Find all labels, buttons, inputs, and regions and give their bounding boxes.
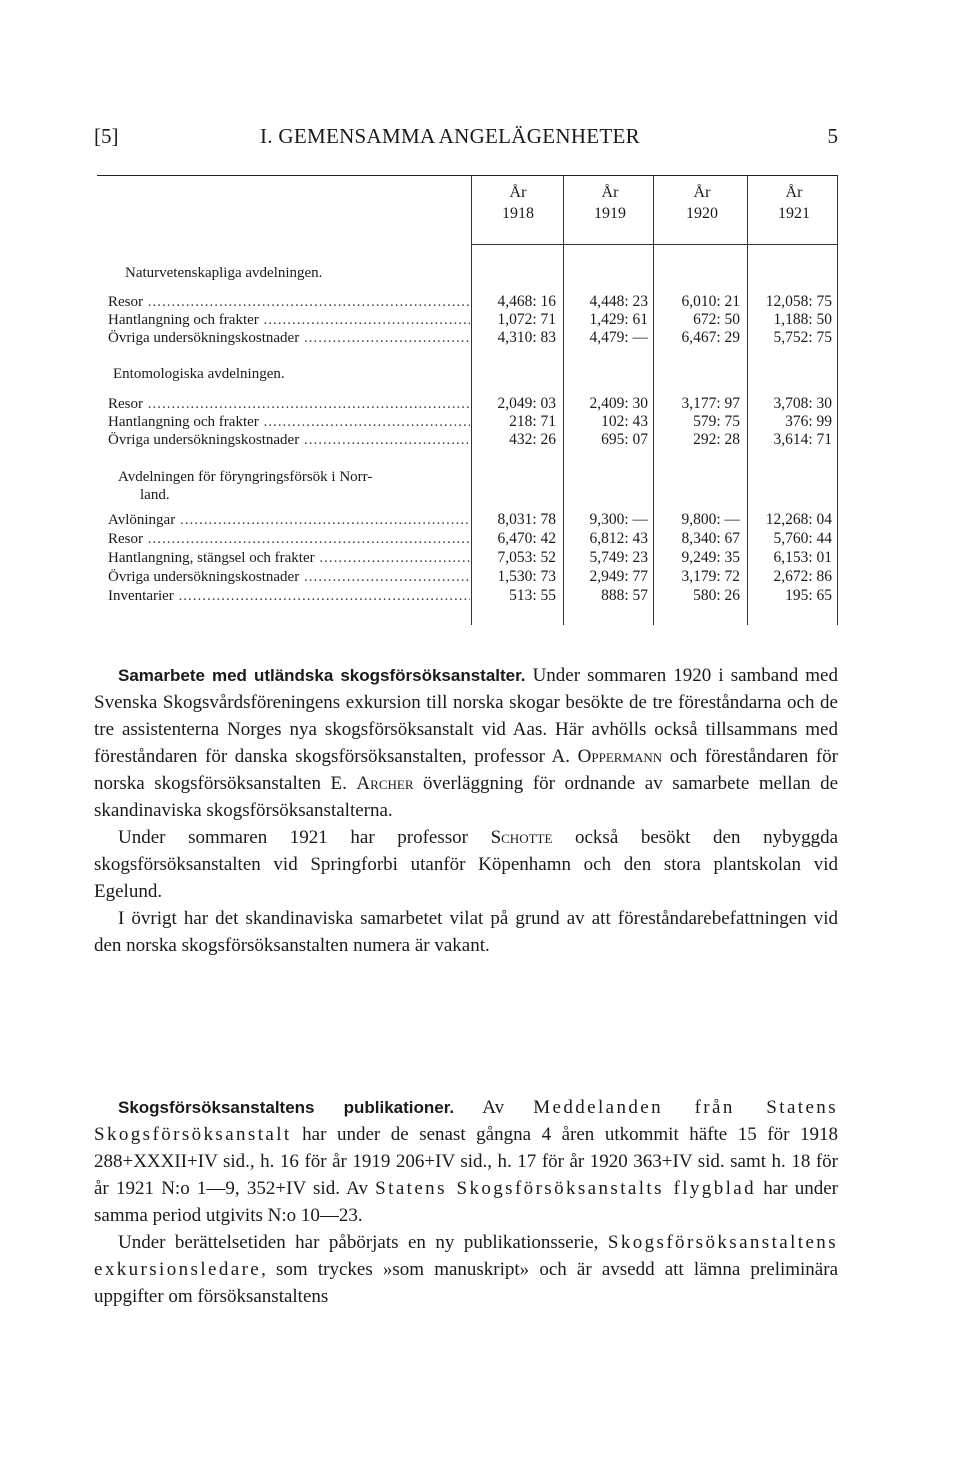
- cell-1920: 292: 28: [693, 431, 740, 448]
- cell-1919: 695: 07: [601, 431, 648, 448]
- text-run: har under samma period utgivits N:o 10—23.: [94, 1178, 838, 1226]
- cell-1920: 3,179: 72: [681, 568, 740, 585]
- row-label: Resor .....: [108, 395, 470, 413]
- text-run: Under sommaren 1921 har professor: [118, 827, 491, 848]
- cell-1918: 1,072: 71: [497, 311, 556, 328]
- cell-1921: 1,188: 50: [773, 311, 832, 328]
- cell-1921: 5,752: 75: [773, 329, 832, 346]
- year-word: År: [693, 184, 711, 201]
- text-run: överläggning för ordnande av samarbete mellan de skandinaviska skogsförsöksanstalterna.: [94, 773, 838, 821]
- paragraph-heading: Samarbete med utländska skogsförsöksanstalter.: [118, 666, 526, 685]
- cell-1918: 2,049: 03: [497, 395, 556, 412]
- year-word: År: [785, 184, 803, 201]
- table-row: [97, 549, 838, 567]
- cell-1918: 7,053: 52: [497, 549, 556, 566]
- text-run: och föreståndaren för norska skogsförsöksanstalten E.: [94, 746, 838, 794]
- paragraph: [94, 662, 838, 824]
- cell-1920: 8,340: 67: [681, 530, 740, 547]
- table-row: [97, 530, 838, 548]
- cell-1919: 102: 43: [601, 413, 648, 430]
- header-rule: [471, 244, 837, 245]
- row-label: Hantlangning, stängsel och frakter .....: [108, 549, 470, 567]
- cell-1918: 8,031: 78: [497, 511, 556, 528]
- year-value: 1921: [778, 205, 810, 222]
- cell-1921: 2,672: 86: [773, 568, 832, 585]
- cell-1919: 5,749: 23: [589, 549, 648, 566]
- section-title-continuation: land.: [140, 487, 170, 503]
- cell-1918: 1,530: 73: [497, 568, 556, 585]
- cell-1918: 513: 55: [509, 587, 556, 604]
- cell-1921: 12,058: 75: [765, 293, 832, 310]
- year-header-1918: [473, 182, 563, 224]
- section-title: Naturvetenskapliga avdelningen.: [125, 265, 323, 281]
- row-label: Hantlangning och frakter .....: [108, 413, 470, 431]
- spaced-title: Statens Skogsförsöksanstalts flygblad: [375, 1178, 757, 1199]
- spaced-title: Skogsförsöksanstaltens exkursionsledare: [94, 1232, 838, 1280]
- cell-1918: 6,470: 42: [497, 530, 556, 547]
- paragraph: [94, 905, 838, 959]
- row-label: Övriga undersökningskostnader .....: [108, 431, 470, 449]
- cell-1921: 12,268: 04: [765, 511, 832, 528]
- year-value: 1920: [686, 205, 718, 222]
- cell-1920: 580: 26: [693, 587, 740, 604]
- page-number: 5: [827, 124, 838, 148]
- cell-1919: 9,300: —: [589, 511, 648, 528]
- cell-1920: 6,467: 29: [681, 329, 740, 346]
- cell-1919: 2,949: 77: [589, 568, 648, 585]
- text-run: I övrigt har det skandinaviska samarbetet vilat på grund av att föreståndarebefattningen vid den norska skogsförsöksanstalten numera är vakant.: [94, 908, 838, 956]
- row-label: Hantlangning och frakter .....: [108, 311, 470, 329]
- year-value: 1918: [502, 205, 534, 222]
- text-run: också besökt den nybyggda skogsförsöksanstalten vid Springforbi utanför Köpenhamn och den stora plantskolan vid Egelund.: [94, 827, 839, 902]
- cell-1918: 4,468: 16: [497, 293, 556, 310]
- row-label: Övriga undersökningskostnader .....: [108, 329, 470, 347]
- year-header-1921: [749, 182, 839, 224]
- section-title: Avdelningen för föryngringsförsök i Norr-: [118, 469, 373, 485]
- table-row: [97, 311, 838, 329]
- row-label: Övriga undersökningskostnader .....: [108, 568, 470, 586]
- year-header-1919: [565, 182, 655, 224]
- table-row: [97, 511, 838, 529]
- row-label: Resor .....: [108, 293, 470, 311]
- person-name: Archer: [356, 773, 414, 794]
- year-header-1920: [657, 182, 747, 224]
- table-row: [97, 293, 838, 311]
- cell-1921: 6,153: 01: [773, 549, 832, 566]
- year-value: 1919: [594, 205, 626, 222]
- cell-1921: 3,614: 71: [773, 431, 832, 448]
- cell-1918: 218: 71: [509, 413, 556, 430]
- row-label: Avlöningar .....: [108, 511, 470, 529]
- cell-1921: 195: 65: [785, 587, 832, 604]
- cell-1920: 672: 50: [693, 311, 740, 328]
- cell-1919: 4,448: 23: [589, 293, 648, 310]
- cell-1918: 4,310: 83: [497, 329, 556, 346]
- cell-1920: 579: 75: [693, 413, 740, 430]
- body-section-samarbete: [94, 662, 838, 959]
- table-row: [97, 431, 838, 449]
- table-row: [97, 587, 838, 605]
- chapter-title: I. GEMENSAMMA ANGELÄGENHETER: [260, 124, 640, 148]
- cell-1919: 4,479: —: [589, 329, 648, 346]
- section-title: Entomologiska avdelningen.: [113, 366, 285, 382]
- table-row: [97, 413, 838, 431]
- text-run: har under de senast gångna 4 åren utkommit häfte 15 för 1918 288+XXXII+IV sid., h. 16 för år 1919 206+IV sid., h. 17 för år 1920 363+IV sid. samt h. 18 för år 1921 N:o 1—9, 352+IV sid. Av: [94, 1124, 838, 1199]
- cell-1920: 9,249: 35: [681, 549, 740, 566]
- table-row: [97, 395, 838, 413]
- row-label: Resor .....: [108, 530, 470, 548]
- page-reference: [5]: [94, 124, 119, 148]
- cell-1921: 376: 99: [785, 413, 832, 430]
- year-word: År: [509, 184, 527, 201]
- cell-1920: 3,177: 97: [681, 395, 740, 412]
- cell-1919: 1,429: 61: [589, 311, 648, 328]
- table-row: [97, 329, 838, 347]
- paragraph: [94, 1229, 838, 1310]
- paragraph: [94, 1094, 838, 1229]
- cell-1919: 888: 57: [601, 587, 648, 604]
- paragraph-heading: Skogsförsöksanstaltens publikationer.: [118, 1098, 455, 1117]
- table-row: [97, 568, 838, 586]
- paragraph: [94, 824, 838, 905]
- cell-1920: 9,800: —: [681, 511, 740, 528]
- page-header: [94, 124, 836, 154]
- cell-1919: 2,409: 30: [589, 395, 648, 412]
- text-run: Av: [454, 1097, 534, 1118]
- cell-1921: 3,708: 30: [773, 395, 832, 412]
- year-word: År: [601, 184, 619, 201]
- cell-1919: 6,812: 43: [589, 530, 648, 547]
- spaced-title: Meddelanden från Statens Skogsförsöksanstalt: [94, 1097, 838, 1145]
- person-name: Oppermann: [577, 746, 663, 767]
- cell-1921: 5,760: 44: [773, 530, 832, 547]
- cell-1918: 432: 26: [509, 431, 556, 448]
- expense-table: [97, 175, 838, 625]
- cell-1920: 6,010: 21: [681, 293, 740, 310]
- person-name: Schotte: [490, 827, 553, 848]
- text-run: Under sommaren 1920 i samband med Svenska Skogsvårdsföreningens exkursion till norska skogar besökte de tre föreståndarna och de tre assistenterna Norges nya skogsförsöksanstalt vid Aas. Här avhölls också tillsammans med föreståndaren för danska skogsförsöksanstalten, professor A.: [94, 665, 838, 767]
- body-section-publikationer: [94, 1094, 838, 1310]
- text-run: , som tryckes »som manuskript» och är avsedd att lämna preliminära uppgifter om försöksanstaltens: [94, 1259, 838, 1307]
- text-run: Under berättelsetiden har påbörjats en ny publikationsserie,: [118, 1232, 608, 1253]
- row-label: Inventarier .....: [108, 587, 470, 605]
